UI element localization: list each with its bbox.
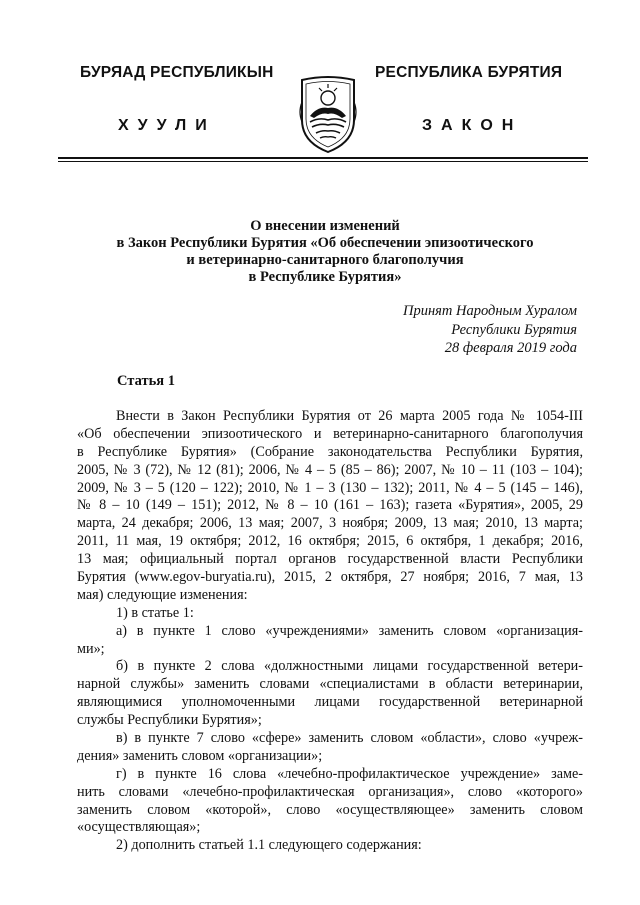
body-line: нарной службы» заменить словами «специалистами в области ветеринарии, bbox=[77, 676, 583, 693]
body-line: «осуществляющая»; bbox=[77, 819, 201, 836]
title-line: О внесении изменений bbox=[250, 218, 400, 234]
body-line: в Республике Бурятия» (Собрание законодательства Республики Бурятия, bbox=[77, 443, 583, 460]
body-line: ми»; bbox=[77, 640, 105, 657]
body-line: Бурятия (www.egov-buryatia.ru), 2015, 2 октября, 27 ноября; 2016, 7 мая, 13 bbox=[77, 569, 583, 586]
body-line: Внести в Закон Республики Бурятия от 26 марта 2005 года № 1054-III bbox=[116, 408, 583, 424]
body-line: нить словами «лечебно-профилактическая организация», слово «которого» bbox=[77, 783, 583, 800]
title-line: и ветеринарно-санитарного благополучия bbox=[186, 252, 464, 268]
body-line: 1) в статье 1: bbox=[116, 604, 194, 621]
body-line: № 8 – 10 (149 – 151); 2012, № 8 – 10 (161 – 163); газета «Бурятия», 2005, 29 bbox=[77, 497, 583, 514]
body-line: б) в пункте 2 слова «должностными лицами государственной ветери- bbox=[116, 658, 583, 675]
body-line: 2009, № 3 – 5 (120 – 122); 2010, № 1 – 3 (130 – 132); 2011, № 4 – 5 (145 – 146), bbox=[77, 479, 583, 496]
body-line: 2005, № 3 (72), № 12 (81); 2006, № 4 – 5 (85 – 86); 2007, № 10 – 11 (103 – 104); bbox=[77, 461, 583, 478]
body-line: 2011, 11 мая, 19 октября; 2012, 16 октября; 2015, 6 октября, 1 декабря; 2016, bbox=[77, 533, 583, 550]
title-line: в Закон Республики Бурятия «Об обеспечении эпизоотического bbox=[116, 235, 534, 251]
law-title bbox=[60, 218, 590, 286]
body-line: марта, 24 декабря; 2006, 13 мая; 2007, 3 ноября; 2009, 13 мая; 2010, 13 марта; bbox=[77, 515, 583, 532]
coat-of-arms-icon bbox=[296, 72, 360, 156]
body-line: «Об обеспечении эпизоотического и ветеринарно-санитарного благополучия bbox=[77, 425, 583, 442]
header-rule-thin bbox=[58, 161, 588, 162]
article-heading: Статья 1 bbox=[117, 373, 175, 389]
header-rule-thick bbox=[58, 157, 588, 159]
body-line: 13 мая; официальный портал органов государственной власти Республики bbox=[77, 551, 583, 568]
header-left-top: БУРЯАД РЕСПУБЛИКЫН bbox=[80, 64, 274, 81]
body-line: в) в пункте 7 слово «сфере» заменить словом «области», слово «учреж- bbox=[116, 730, 583, 747]
body-line: службы Республики Бурятия»; bbox=[77, 712, 262, 729]
body-line: 2) дополнить статьей 1.1 следующего содержания: bbox=[116, 837, 422, 854]
body-line: являющимися уполномоченными лицами государственной ветеринарной bbox=[77, 694, 583, 711]
title-line: в Республике Бурятия» bbox=[248, 269, 402, 285]
header-left-sub: ХУУЛИ bbox=[118, 117, 216, 134]
header-right-sub: ЗАКОН bbox=[422, 117, 523, 134]
adoption-line: Принят Народным Хуралом bbox=[402, 303, 577, 319]
body-line: а) в пункте 1 слово «учреждениями» заменить словом «организация- bbox=[116, 622, 583, 639]
adoption-line: Республики Бурятия bbox=[451, 321, 577, 338]
article-body bbox=[77, 408, 583, 855]
body-line: мая) следующие изменения: bbox=[77, 586, 248, 603]
header-right-top: РЕСПУБЛИКА БУРЯТИЯ bbox=[375, 64, 563, 81]
adoption-block bbox=[403, 302, 577, 358]
adoption-line: 28 февраля 2019 года bbox=[444, 340, 577, 356]
body-line: дения» заменить словом «организации»; bbox=[77, 747, 323, 764]
body-line: заменить словом «которой», слово «осуществляющее» заменить словом bbox=[77, 801, 583, 818]
body-line: г) в пункте 16 слова «лечебно-профилактическое учреждение» заме- bbox=[116, 765, 583, 782]
